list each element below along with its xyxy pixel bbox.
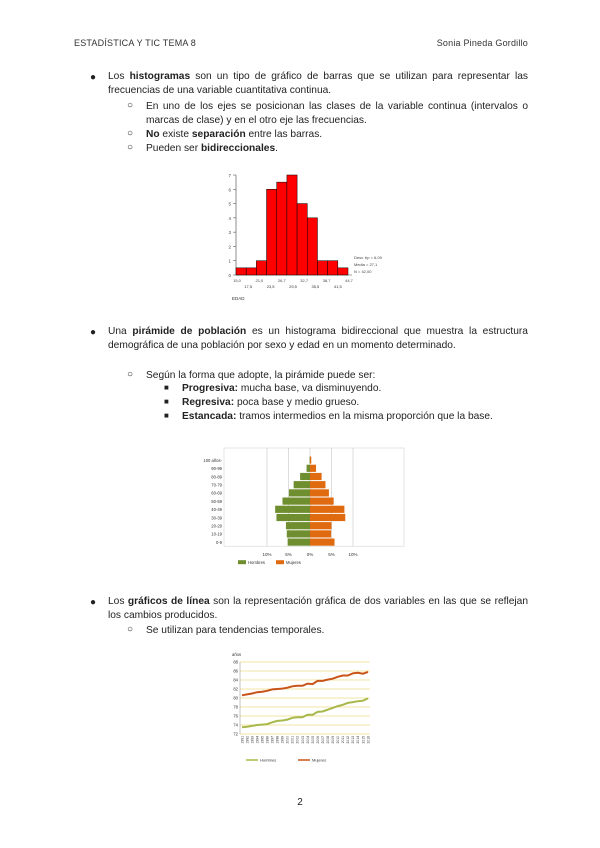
x-tick-label: 35,5 [311, 284, 320, 289]
x-tick-label: 1992 [245, 736, 250, 744]
pyramid-type-estancada: Estancada: tramos intermedios en la misma proporción que la base. [182, 411, 493, 422]
x-tick-label: 29,5 [289, 284, 297, 289]
x-tick-label: 15,0 [233, 278, 241, 283]
histogram-stat: Desv. típ = 6,09 [354, 255, 382, 260]
histogram-stat: Media = 27,1 [354, 262, 378, 267]
histogram-bar [287, 175, 297, 275]
x-tick-label: 2007 [320, 736, 325, 744]
bar-mujeres [310, 530, 331, 537]
x-tick-label: 26,7 [277, 278, 286, 283]
histogram-bar [307, 218, 317, 275]
x-tick-label: 2000 [285, 736, 290, 744]
histogram-bar [338, 268, 348, 275]
series-line-mujeres [242, 672, 368, 695]
series-line-hombres [242, 698, 368, 727]
y-tick-label: 2 [228, 244, 231, 250]
y-tick-label: 5 [228, 201, 231, 207]
x-tick-label: 2011 [341, 736, 346, 744]
histogram-bar [256, 261, 266, 275]
bar-mujeres [310, 457, 311, 464]
x-tick-label: 2005 [310, 736, 315, 744]
histogram-bar [236, 268, 246, 275]
x-tick-label: 2009 [331, 736, 336, 744]
y-tick-label: 1 [228, 258, 231, 264]
x-tick-label: 17,5 [244, 284, 253, 289]
age-group-label: 40-49 [211, 507, 222, 513]
x-tick-label: 21,0 [255, 278, 264, 283]
x-tick-label: 2001 [290, 736, 295, 744]
age-group-label: 50-59 [211, 498, 222, 504]
legend-hombres: Hombres [248, 560, 265, 566]
age-group-label: 70-79 [211, 482, 222, 488]
sub-bullet: ○ [127, 369, 134, 380]
y-tick-label: 0 [228, 273, 231, 278]
y-tick-label: 6 [228, 187, 231, 193]
x-tick-label: 2004 [305, 736, 310, 744]
x-tick-label: 2013 [351, 736, 356, 744]
age-group-label: 30-39 [211, 515, 222, 521]
histogram-bar [297, 204, 307, 275]
x-tick-label: 41,5 [333, 284, 342, 289]
legend-mujeres: Mujeres [286, 560, 301, 566]
x-tick-label: 0% [306, 552, 314, 558]
x-tick-label: 1995 [260, 736, 265, 744]
age-group-label: 100 años- [203, 457, 222, 463]
x-tick-label: 10% [262, 552, 272, 558]
histogram-bar [246, 268, 256, 275]
histogram-bar [328, 261, 338, 275]
temporal-trends-text: Se utilizan para tendencias temporales. [146, 625, 325, 636]
y-tick-label: 72 [233, 731, 238, 737]
x-tick-label: 2014 [356, 736, 361, 744]
y-tick-label: 74 [233, 722, 238, 728]
histogram-bar [277, 182, 287, 275]
bar-hombres [287, 530, 310, 537]
sub-bullet: ○ [127, 142, 134, 153]
histogram-bar [317, 261, 327, 275]
x-tick-label: 1999 [280, 736, 285, 744]
x-tick-label: 1994 [255, 736, 260, 744]
square-bullet: ■ [164, 383, 169, 392]
legend-mujeres: Mujeres [312, 757, 327, 763]
age-group-label: 10-19 [211, 531, 222, 537]
y-tick-label: 78 [233, 704, 238, 710]
y-tick-label: 84 [233, 677, 238, 683]
pyramid-type-progresiva: Progresiva: mucha base, va disminuyendo. [182, 383, 382, 394]
legend-swatch-mujeres [276, 560, 284, 564]
x-tick-label: 2016 [366, 736, 371, 744]
histogram-stat: N = 42,00 [354, 269, 372, 274]
bar-mujeres [310, 539, 335, 546]
legend-hombres: Hombres [260, 757, 277, 763]
pyramid-types-intro: Según la forma que adopte, la pirámide puede ser: [146, 370, 376, 381]
sub-bullet: ○ [127, 100, 134, 111]
bullet-dot: ● [90, 597, 97, 608]
square-bullet: ■ [164, 411, 169, 420]
y-tick-label: 86 [233, 668, 238, 674]
bar-hombres [286, 522, 310, 529]
bar-mujeres [310, 506, 344, 513]
x-tick-label: 2015 [361, 736, 366, 744]
x-tick-label: 1991 [240, 736, 245, 744]
bar-hombres [276, 514, 310, 521]
x-tick-label: 2003 [300, 736, 305, 744]
page-number: 2 [297, 797, 303, 808]
histogram-axes-text: En uno de los ejes se posicionan las clases de la variable continua (intervalos o marcas de clase) y en el otro eje las frecuencias. [146, 101, 528, 126]
x-tick-label: 5% [328, 552, 335, 558]
y-tick-label: 82 [233, 686, 238, 692]
bar-hombres [288, 539, 310, 546]
x-axis-label: EDAD [232, 296, 245, 301]
age-group-label: 90-99 [211, 466, 222, 472]
age-group-label: 0-9 [215, 539, 222, 545]
pyramid-paragraph: Una pirámide de población es un histograma bidireccional que muestra la estructura demográfica de una población por sexo y edad en un momento determinado. [108, 326, 528, 351]
bar-mujeres [310, 489, 329, 496]
x-tick-label: 2006 [315, 736, 320, 744]
legend-swatch-hombres [238, 560, 246, 564]
header-left: ESTADÍSTICA Y TIC TEMA 8 [74, 38, 197, 48]
x-tick-label: 1998 [275, 736, 280, 744]
y-tick-label: 80 [233, 695, 238, 701]
bar-hombres [300, 473, 310, 480]
x-tick-label: 5% [285, 552, 292, 558]
bar-mujeres [310, 473, 322, 480]
no-separation-text: No existe separación entre las barras. [146, 129, 323, 140]
y-axis-label: años [232, 652, 242, 657]
population-pyramid-chart [192, 446, 412, 574]
y-tick-label: 3 [228, 230, 231, 236]
square-bullet: ■ [164, 397, 169, 406]
header-right: Sonia Pineda Gordillo [436, 38, 528, 48]
bar-hombres [275, 506, 310, 513]
age-group-label: 20-29 [211, 523, 222, 529]
age-group-label: 60-69 [211, 490, 222, 496]
x-tick-label: 32,7 [300, 278, 309, 283]
bar-mujeres [310, 514, 345, 521]
bar-hombres [294, 481, 310, 488]
bar-mujeres [310, 481, 325, 488]
x-tick-label: 1997 [270, 736, 275, 744]
histogram-bar [267, 189, 277, 275]
histogram-chart [224, 168, 384, 308]
bidirectional-text: Pueden ser bidireccionales. [146, 143, 278, 154]
bar-mujeres [310, 522, 332, 529]
x-tick-label: 2008 [325, 736, 330, 744]
sub-bullet: ○ [127, 128, 134, 139]
x-tick-label: 2012 [346, 736, 351, 744]
y-tick-label: 7 [228, 173, 231, 178]
x-tick-label: 2010 [336, 736, 341, 744]
bar-hombres [289, 489, 310, 496]
line-chart-paragraph: Los gráficos de línea son la representación gráfica de dos variables en las que se reflejan los cambios producidos. [108, 596, 528, 621]
bar-mujeres [310, 465, 316, 472]
x-tick-label: 2002 [295, 736, 300, 744]
pyramid-type-regresiva: Regresiva: poca base y medio grueso. [182, 397, 360, 408]
y-tick-label: 4 [228, 215, 231, 221]
x-tick-label: 10% [348, 552, 358, 558]
bar-hombres [307, 465, 310, 472]
y-tick-label: 88 [233, 659, 238, 665]
bullet-dot: ● [90, 72, 97, 83]
x-tick-label: 1993 [250, 736, 255, 744]
bullet-dot: ● [90, 327, 97, 338]
bar-hombres [282, 498, 310, 505]
line-chart [222, 648, 382, 768]
x-tick-label: 44,7 [345, 278, 353, 283]
x-tick-label: 38,7 [322, 278, 331, 283]
sub-bullet: ○ [127, 624, 134, 635]
histogram-paragraph: Los histogramas son un tipo de gráfico de barras que se utilizan para representar las frecuencias de una variable cuantitativa continua. [108, 71, 528, 96]
x-tick-label: 1996 [265, 736, 270, 744]
y-tick-label: 76 [233, 713, 238, 719]
age-group-label: 80-89 [211, 474, 222, 480]
x-tick-label: 23,5 [266, 284, 275, 289]
bar-mujeres [310, 498, 334, 505]
